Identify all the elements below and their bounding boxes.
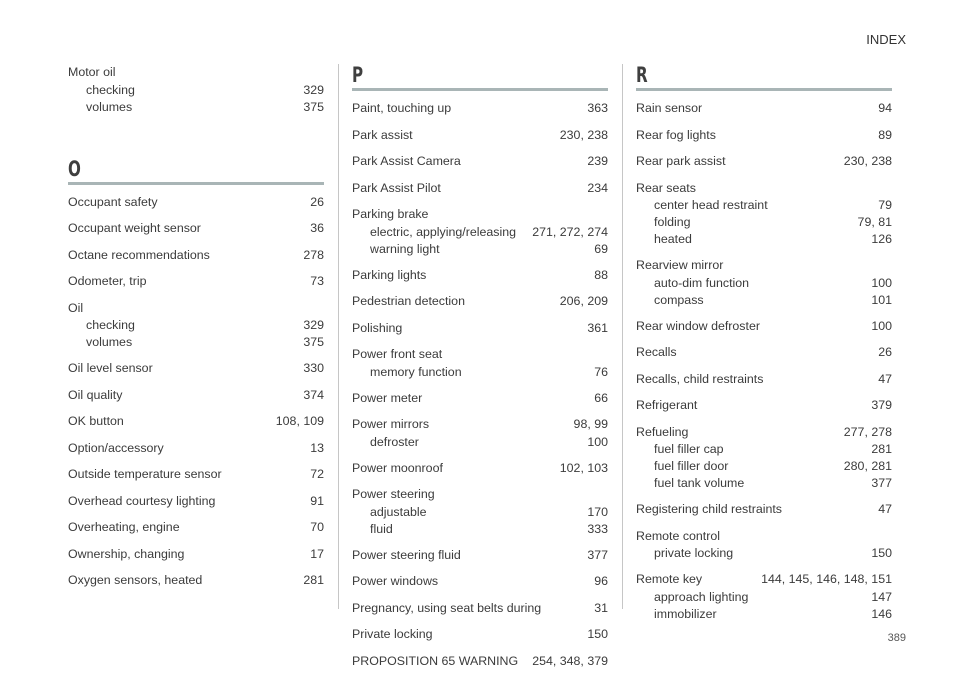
index-entry [636, 571, 892, 623]
index-entry-row [352, 267, 608, 285]
index-entry [68, 300, 324, 352]
page-reference: 70 [310, 520, 324, 534]
index-entry-row [68, 572, 324, 590]
page-reference: 79, 81 [857, 215, 892, 229]
index-term: Rearview mirror [636, 258, 724, 272]
index-subentry-row [654, 441, 892, 458]
index-entry-row [636, 397, 892, 415]
column-divider [622, 64, 623, 609]
page-reference: 17 [310, 546, 324, 561]
index-subentry-row [654, 458, 892, 475]
index-entry-row [352, 127, 608, 145]
index-term: Parking lights [352, 267, 427, 282]
index-entry [352, 206, 608, 258]
sub-entries [636, 275, 892, 309]
index-entry [68, 64, 324, 116]
page-reference: 73 [310, 274, 324, 288]
index-entry-row [352, 100, 608, 118]
index-term: Remote key [636, 572, 703, 586]
index-term: Power windows [352, 574, 439, 588]
index-entry-row [352, 390, 608, 408]
index-subterm: electric, applying/releasing [370, 224, 517, 239]
index-term: Oxygen sensors, heated [68, 573, 203, 587]
index-entry-row [352, 346, 608, 364]
index-subterm: auto-dim function [654, 275, 750, 290]
index-term: Paint, touching up [352, 101, 452, 115]
page-reference: 91 [310, 493, 324, 508]
index-entry-row [352, 153, 608, 171]
index-entry-row [352, 293, 608, 311]
index-term: Octane recommendations [68, 247, 210, 262]
index-subentry-row [654, 197, 892, 214]
page-reference: 281 [303, 573, 324, 587]
index-term: Parking brake [352, 207, 429, 221]
page-reference: 26 [310, 194, 324, 209]
index-subterm: adjustable [370, 504, 427, 519]
index-column-1 [68, 64, 324, 599]
index-entry-row [68, 387, 324, 405]
index-subterm: warning light [370, 241, 440, 256]
index-entry [68, 546, 324, 564]
index-entry [68, 440, 324, 458]
page-reference: 280, 281 [843, 459, 892, 473]
index-term: Ownership, changing [68, 546, 185, 561]
page-reference: 230, 238 [843, 154, 892, 168]
index-entry-row [352, 320, 608, 338]
index-subentry-row [86, 99, 324, 116]
index-entry-row [636, 153, 892, 171]
index-entry [352, 573, 608, 591]
index-subentry-row [654, 545, 892, 562]
page-reference: 230, 238 [559, 127, 608, 142]
index-entry [352, 180, 608, 198]
page-reference: 254, 348, 379 [532, 653, 608, 668]
index-subterm: private locking [654, 546, 734, 560]
index-term: Refueling [636, 424, 689, 439]
index-entry [352, 267, 608, 285]
index-term: Oil level sensor [68, 361, 153, 375]
section-letter-heading: R [636, 63, 648, 87]
sub-entries [68, 317, 324, 351]
index-entry [636, 424, 892, 493]
index-term: Outside temperature sensor [68, 467, 222, 481]
page-reference: 234 [587, 180, 608, 195]
index-entry-row [68, 519, 324, 537]
section-spacer [68, 125, 324, 158]
index-subterm: folding [654, 215, 691, 229]
index-subentry-row [86, 317, 324, 334]
page-number: 389 [887, 632, 906, 644]
index-entry-row [68, 64, 324, 82]
index-entry-row [352, 653, 608, 671]
index-entry [68, 247, 324, 265]
index-entry-row [68, 466, 324, 484]
index-entry-row [352, 547, 608, 565]
index-term: Overhead courtesy lighting [68, 493, 216, 508]
page-reference: 377 [587, 547, 608, 562]
index-entry-row [352, 573, 608, 591]
page-reference: 72 [310, 467, 324, 481]
page-reference: 329 [303, 82, 324, 97]
sub-entries [636, 441, 892, 492]
index-entry-row [68, 194, 324, 212]
page-reference: 333 [587, 521, 608, 536]
page-reference: 108, 109 [275, 414, 324, 428]
index-term: Option/accessory [68, 440, 164, 455]
page-reference: 101 [871, 292, 892, 307]
page-reference: 146 [871, 606, 892, 621]
index-term: Power front seat [352, 347, 443, 361]
index-subentry-row [370, 521, 608, 538]
index-term: Overheating, engine [68, 520, 180, 534]
index-entry [352, 653, 608, 671]
index-entry-row [68, 360, 324, 378]
index-entry [352, 486, 608, 538]
page-reference: 281 [871, 442, 892, 456]
index-subterm: immobilizer [654, 606, 717, 621]
index-subterm: checking [86, 82, 135, 97]
index-entry [636, 501, 892, 519]
index-entry [68, 466, 324, 484]
page-reference: 363 [587, 101, 608, 115]
index-subentry-row [654, 292, 892, 309]
page-reference: 271, 272, 274 [532, 224, 608, 239]
page-reference: 375 [303, 335, 324, 349]
page-reference: 100 [871, 275, 892, 290]
index-entry [68, 360, 324, 378]
index-entry-row [636, 257, 892, 275]
index-subterm: checking [86, 318, 135, 332]
index-term: Polishing [352, 320, 403, 335]
index-entry [636, 344, 892, 362]
index-term: Power mirrors [352, 417, 430, 431]
index-entry-row [352, 600, 608, 618]
page-reference: 76 [594, 364, 608, 379]
index-entry-row [636, 528, 892, 546]
index-entry-row [68, 493, 324, 511]
index-term: Motor oil [68, 65, 116, 79]
index-term: Park assist [352, 127, 413, 142]
letter-section [68, 64, 324, 116]
index-entry [352, 346, 608, 381]
page-reference: 96 [594, 574, 608, 588]
index-subterm: volumes [86, 99, 133, 114]
index-entry [68, 572, 324, 590]
page-reference: 66 [594, 390, 608, 405]
index-entry-row [352, 460, 608, 478]
index-entry-row [636, 180, 892, 198]
index-subterm: fuel filler door [654, 459, 729, 473]
index-entry [68, 220, 324, 238]
index-entry [68, 413, 324, 431]
index-entry [636, 397, 892, 415]
index-subterm: defroster [370, 434, 419, 449]
section-letter-heading: P [352, 63, 364, 87]
page-reference: 31 [594, 600, 608, 615]
index-term: Power moonroof [352, 460, 443, 475]
index-term: Power steering fluid [352, 547, 461, 562]
index-term: Occupant weight sensor [68, 221, 201, 235]
index-entry [636, 153, 892, 171]
index-entry-row [352, 626, 608, 644]
index-subentry-row [86, 334, 324, 351]
letter-section [352, 64, 608, 670]
page-reference: 170 [587, 504, 608, 519]
index-entry-row [68, 546, 324, 564]
index-subentry-row [654, 606, 892, 623]
page-reference: 379 [871, 398, 892, 412]
index-entry [68, 387, 324, 405]
sub-entries [352, 434, 608, 451]
page-reference: 361 [587, 320, 608, 335]
section-rule [352, 88, 608, 91]
index-entry [68, 519, 324, 537]
index-entry [636, 180, 892, 249]
page-reference: 206, 209 [559, 294, 608, 308]
page-reference: 377 [871, 476, 892, 490]
index-subentry-row [370, 224, 608, 241]
index-entry-row [636, 100, 892, 118]
index-subterm: center head restraint [654, 198, 768, 212]
index-entry [636, 318, 892, 336]
index-entry [352, 127, 608, 145]
index-entry-row [636, 571, 892, 589]
index-term: Odometer, trip [68, 274, 147, 288]
page-reference: 126 [871, 232, 892, 246]
index-subterm: fuel filler cap [654, 442, 724, 456]
index-entry-row [636, 501, 892, 519]
index-term: Recalls [636, 345, 677, 359]
index-subentry-row [654, 275, 892, 292]
sub-entries [636, 197, 892, 248]
index-entry [636, 127, 892, 145]
index-entry-row [636, 424, 892, 442]
index-entry-row [68, 273, 324, 291]
index-entry [352, 100, 608, 118]
page-reference: 150 [871, 546, 892, 560]
page-reference: 26 [878, 345, 892, 359]
sub-entries [352, 504, 608, 538]
index-subterm: memory function [370, 364, 462, 379]
index-entry [352, 153, 608, 171]
index-entry-row [636, 127, 892, 145]
index-entry [352, 626, 608, 644]
page-reference: 329 [303, 318, 324, 332]
index-entry [636, 100, 892, 118]
index-entry-row [68, 300, 324, 318]
index-subentry-row [370, 434, 608, 451]
index-term: Rear seats [636, 180, 696, 195]
sub-entries [636, 589, 892, 623]
index-entry-row [636, 318, 892, 336]
index-entry [352, 293, 608, 311]
index-subentry-row [654, 214, 892, 231]
index-entry-row [352, 206, 608, 224]
index-entry [68, 273, 324, 291]
section-letter-heading: O [68, 156, 81, 181]
index-entry-row [68, 413, 324, 431]
index-entry [352, 600, 608, 618]
index-subentry-row [86, 82, 324, 99]
index-subterm: compass [654, 292, 704, 307]
index-entry [636, 257, 892, 309]
sub-entries [68, 82, 324, 116]
letter-section [636, 64, 892, 623]
index-entry [636, 528, 892, 563]
index-subentry-row [370, 241, 608, 258]
index-subterm: fluid [370, 521, 393, 536]
index-entry [352, 547, 608, 565]
sub-entries [636, 545, 892, 562]
page-reference: 79 [878, 198, 892, 212]
index-entry-row [68, 440, 324, 458]
index-entry [68, 194, 324, 212]
page-reference: 13 [310, 440, 324, 455]
index-term: Occupant safety [68, 194, 158, 209]
column-divider [338, 64, 339, 609]
index-entry [352, 320, 608, 338]
index-term: Park Assist Pilot [352, 180, 441, 195]
page-reference: 144, 145, 146, 148, 151 [761, 572, 892, 586]
page-header-title: INDEX [866, 32, 906, 47]
page-reference: 100 [871, 318, 892, 333]
index-entry [68, 493, 324, 511]
index-entry-row [352, 416, 608, 434]
letter-section [68, 125, 324, 590]
page-reference: 47 [878, 371, 892, 386]
index-entry-row [352, 180, 608, 198]
index-term: Park Assist Camera [352, 154, 461, 168]
index-term: Private locking [352, 627, 433, 641]
index-term: PROPOSITION 65 WARNING [352, 653, 519, 668]
index-subentry-row [654, 475, 892, 492]
index-entry [352, 416, 608, 451]
page-reference: 375 [303, 99, 324, 114]
index-subterm: volumes [86, 335, 133, 349]
page-reference: 330 [303, 361, 324, 375]
index-subentry-row [654, 231, 892, 248]
page-reference: 36 [310, 221, 324, 235]
index-term: Pregnancy, using seat belts during [352, 600, 542, 615]
index-term: Rear window defroster [636, 318, 760, 333]
page-reference: 89 [878, 127, 892, 142]
sub-entries [352, 364, 608, 381]
index-subterm: approach lighting [654, 589, 749, 604]
page-reference: 147 [871, 589, 892, 604]
page-reference: 150 [587, 627, 608, 641]
page-reference: 47 [878, 502, 892, 516]
index-subterm: heated [654, 232, 692, 246]
index-entry-row [68, 220, 324, 238]
index-term: Power steering [352, 487, 435, 501]
index-term: Refrigerant [636, 398, 698, 412]
index-entry [636, 371, 892, 389]
index-entry-row [68, 247, 324, 265]
page-reference: 239 [587, 154, 608, 168]
index-column-2 [352, 64, 608, 679]
index-entry-row [352, 486, 608, 504]
index-term: Rear park assist [636, 154, 726, 168]
index-entry [352, 460, 608, 478]
index-term: Rear fog lights [636, 127, 716, 142]
page-reference: 69 [594, 241, 608, 256]
index-entry-row [636, 371, 892, 389]
section-rule [68, 182, 324, 185]
page-reference: 98, 99 [573, 417, 608, 431]
sub-entries [352, 224, 608, 258]
index-subentry-row [654, 589, 892, 606]
section-rule [636, 88, 892, 91]
index-entry-row [636, 344, 892, 362]
page-reference: 102, 103 [559, 460, 608, 475]
page-reference: 277, 278 [843, 424, 892, 439]
index-term: Pedestrian detection [352, 294, 465, 308]
index-term: Registering child restraints [636, 502, 782, 516]
page-reference: 88 [594, 267, 608, 282]
index-column-3 [636, 64, 892, 632]
index-term: Oil quality [68, 387, 123, 402]
index-term: OK button [68, 414, 124, 428]
index-subentry-row [370, 504, 608, 521]
index-entry [352, 390, 608, 408]
index-subterm: fuel tank volume [654, 476, 745, 490]
page-reference: 100 [587, 434, 608, 449]
page-reference: 94 [878, 101, 892, 115]
index-term: Rain sensor [636, 101, 703, 115]
index-term: Remote control [636, 528, 721, 543]
index-term: Power meter [352, 390, 423, 405]
index-term: Recalls, child restraints [636, 371, 764, 386]
page-reference: 374 [303, 387, 324, 402]
index-term: Oil [68, 300, 84, 315]
index-subentry-row [370, 364, 608, 381]
page-reference: 278 [303, 247, 324, 262]
